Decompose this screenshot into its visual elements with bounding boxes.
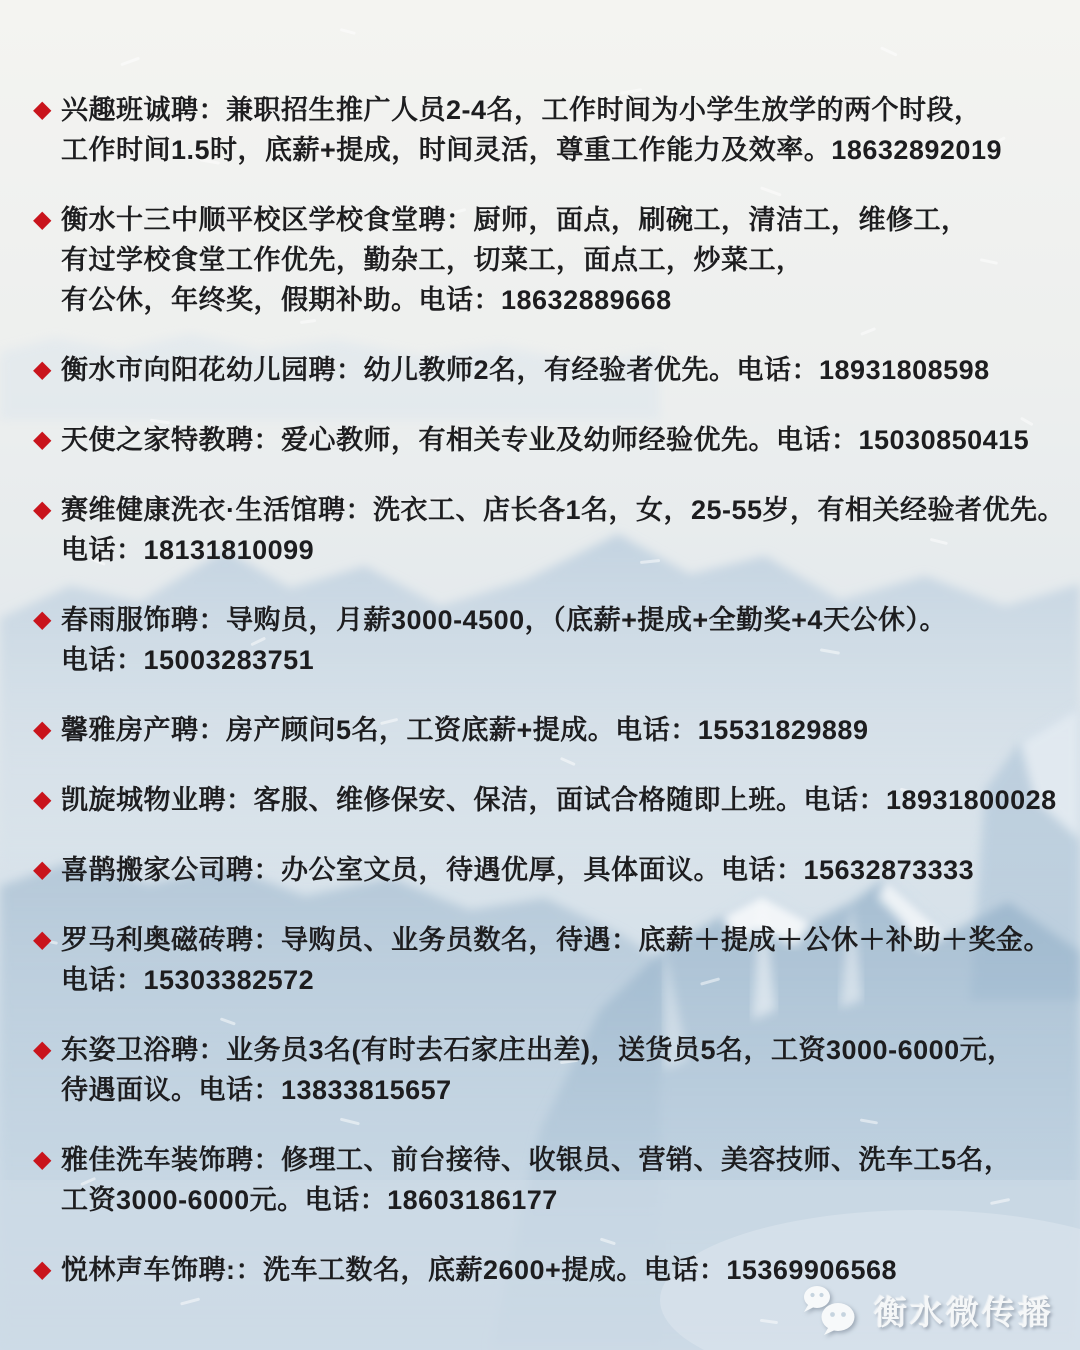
listing-line: 工资3000-6000元。电话：18603186177 — [61, 1185, 558, 1215]
diamond-bullet-icon: ◆ — [33, 356, 52, 383]
diamond-bullet-icon: ◆ — [33, 606, 52, 633]
job-listing — [33, 490, 1072, 570]
listing-line: 衡水市向阳花幼儿园聘：幼儿教师2名，有经验者优先。电话：18931808598 — [61, 355, 990, 385]
job-listing — [33, 90, 1072, 170]
job-listing — [33, 600, 1072, 680]
listing-line: 有过学校食堂工作优先，勤杂工，切菜工，面点工，炒菜工， — [61, 245, 804, 275]
job-listings — [33, 90, 1072, 1320]
job-listing — [33, 1140, 1072, 1220]
job-listing — [33, 710, 1072, 750]
job-listing — [33, 350, 1072, 390]
diamond-bullet-icon: ◆ — [33, 1256, 52, 1283]
listing-line: 电话：15303382572 — [61, 965, 315, 995]
listing-line: 兴趣班诚聘：兼职招生推广人员2-4名，工作时间为小学生放学的两个时段， — [61, 95, 982, 125]
listing-line: 工作时间1.5时，底薪+提成，时间灵活，尊重工作能力及效率。18632892019 — [61, 135, 1002, 165]
watermark — [800, 1284, 1054, 1336]
listing-line: 电话：18131810099 — [61, 535, 315, 565]
job-listing — [33, 420, 1072, 460]
listing-line: 春雨服饰聘：导购员，月薪3000-4500，（底薪+提成+全勤奖+4天公休）。 — [61, 605, 947, 635]
listing-line: 电话：15003283751 — [61, 645, 315, 675]
job-listing — [33, 920, 1072, 1000]
diamond-bullet-icon: ◆ — [33, 1146, 52, 1173]
listing-line: 赛维健康洗衣·生活馆聘：洗衣工、店长各1名，女，25-55岁，有相关经验者优先。 — [61, 495, 1066, 525]
listing-line: 衡水十三中顺平校区学校食堂聘：厨师，面点，刷碗工，清洁工，维修工， — [61, 205, 969, 235]
listing-line: 悦林声车饰聘:：洗车工数名，底薪2600+提成。电话：15369906568 — [61, 1255, 897, 1285]
listing-line: 有公休，年终奖，假期补助。电话：18632889668 — [61, 285, 672, 315]
listing-line: 待遇面议。电话：13833815657 — [61, 1075, 452, 1105]
job-listing — [33, 850, 1072, 890]
diamond-bullet-icon: ◆ — [33, 96, 52, 123]
watermark-label: 衡水微传播 — [874, 1293, 1054, 1331]
listing-line: 凯旋城物业聘：客服、维修保安、保洁，面试合格随即上班。电话：18931800028 — [61, 785, 1057, 815]
listing-line: 喜鹊搬家公司聘：办公室文员，待遇优厚，具体面议。电话：15632873333 — [61, 855, 975, 885]
job-listing — [33, 200, 1072, 320]
listing-line: 馨雅房产聘：房产顾问5名，工资底薪+提成。电话：15531829889 — [61, 715, 869, 745]
job-listing — [33, 1030, 1072, 1110]
listing-line: 罗马利奥磁砖聘：导购员、业务员数名，待遇：底薪＋提成＋公休＋补助＋奖金。 — [61, 925, 1051, 955]
diamond-bullet-icon: ◆ — [33, 786, 52, 813]
listing-line: 东姿卫浴聘：业务员3名(有时去石家庄出差)，送货员5名，工资3000-6000元， — [61, 1035, 1015, 1065]
diamond-bullet-icon: ◆ — [33, 1036, 52, 1063]
listing-line: 雅佳洗车装饰聘：修理工、前台接待、收银员、营销、美容技师、洗车工5名， — [61, 1145, 1012, 1175]
listing-line: 天使之家特教聘：爱心教师，有相关专业及幼师经验优先。电话：15030850415 — [61, 425, 1030, 455]
diamond-bullet-icon: ◆ — [33, 426, 52, 453]
diamond-bullet-icon: ◆ — [33, 926, 52, 953]
job-listing — [33, 780, 1072, 820]
diamond-bullet-icon: ◆ — [33, 206, 52, 233]
diamond-bullet-icon: ◆ — [33, 496, 52, 523]
wechat-icon — [800, 1284, 864, 1336]
diamond-bullet-icon: ◆ — [33, 856, 52, 883]
diamond-bullet-icon: ◆ — [33, 716, 52, 743]
